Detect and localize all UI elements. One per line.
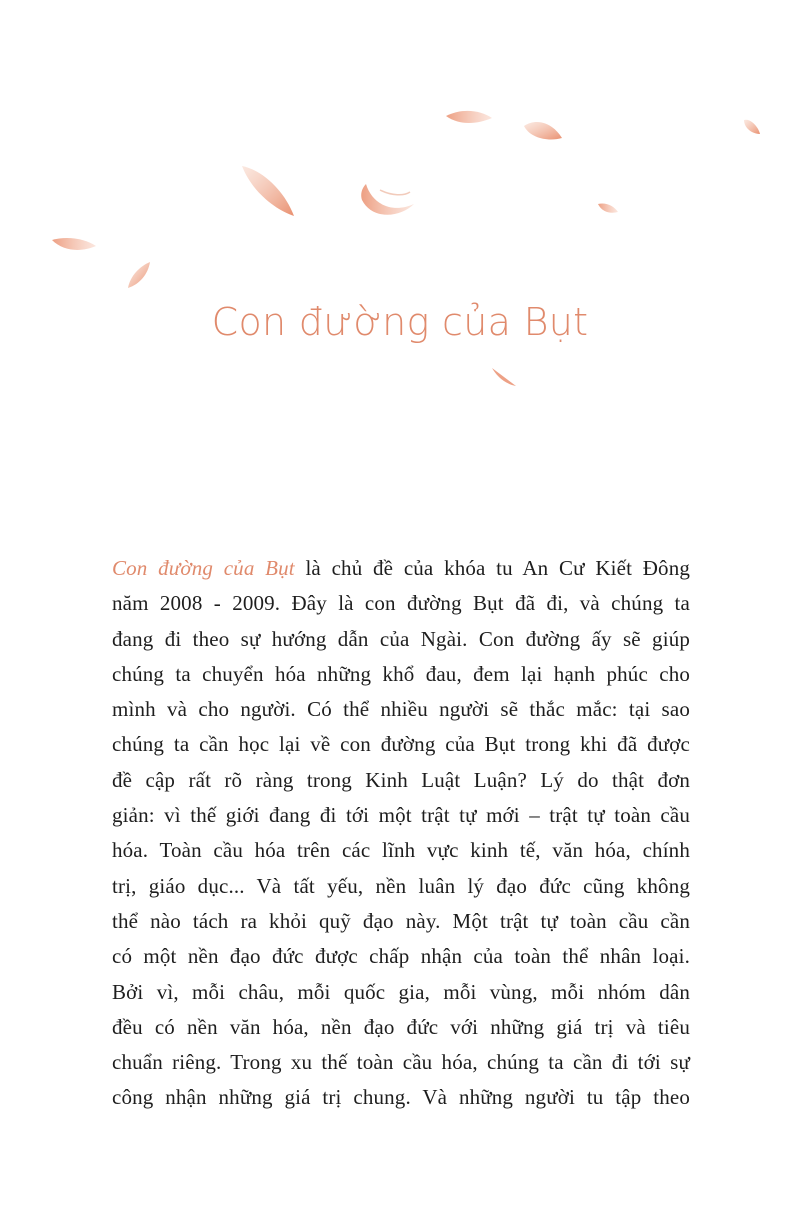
- petal-icon: [242, 166, 294, 216]
- petal-icon: [361, 184, 414, 215]
- petal-icon: [380, 190, 410, 195]
- petal-icon: [492, 368, 516, 386]
- paragraph-line: chuẩn riêng. Trong xu thế toàn cầu hóa, chúng ta cần đi tới sự: [112, 1050, 690, 1075]
- paragraph-line: chúng ta cần học lại về con đường của Bụt trong khi đã được: [112, 732, 690, 757]
- paragraph-line: Bởi vì, mỗi châu, mỗi quốc gia, mỗi vùng, mỗi nhóm dân: [112, 979, 690, 1004]
- petal-icon: [128, 262, 150, 288]
- paragraph-line: [112, 551, 690, 586]
- falling-petals-illustration: [0, 0, 800, 420]
- petal-icon: [598, 203, 618, 212]
- paragraph-line: công nhận những giá trị chung. Và những người tu tập theo: [112, 1085, 690, 1110]
- paragraph-line: năm 2008 - 2009. Đây là con đường Bụt đã đi, và chúng ta: [112, 591, 690, 616]
- paragraph-line: thể nào tách ra khỏi quỹ đạo này. Một trật tự toàn cầu cần: [112, 908, 690, 933]
- paragraph-line: trị, giáo dục... Và tất yếu, nền luân lý đạo đức cũng không: [112, 873, 690, 898]
- petal-icon: [744, 120, 760, 134]
- chapter-body-paragraph: [112, 551, 690, 1116]
- paragraph-line: đều có nền văn hóa, nền đạo đức với những giá trị và tiêu: [112, 1014, 690, 1039]
- petal-icon: [52, 238, 96, 250]
- petal-icon: [446, 111, 492, 123]
- paragraph-line-text: là chủ đề của khóa tu An Cư Kiết Đông: [294, 556, 691, 580]
- petal-icon: [524, 122, 562, 140]
- paragraph-line: đề cập rất rõ ràng trong Kinh Luật Luận? Lý do thật đơn: [112, 767, 690, 792]
- paragraph-line: đang đi theo sự hướng dẫn của Ngài. Con đường ấy sẽ giúp: [112, 626, 690, 651]
- paragraph-line: chúng ta chuyển hóa những khổ đau, đem lại hạnh phúc cho: [112, 661, 690, 686]
- book-title-reference: Con đường của Bụt: [112, 556, 295, 580]
- paragraph-line: có một nền đạo đức được chấp nhận của toàn thể nhân loại.: [112, 944, 690, 969]
- paragraph-line: hóa. Toàn cầu hóa trên các lĩnh vực kinh tế, văn hóa, chính: [112, 838, 690, 863]
- paragraph-line: giản: vì thế giới đang đi tới một trật tự mới – trật tự toàn cầu: [112, 803, 690, 828]
- chapter-title: Con đường của Bụt: [211, 300, 589, 344]
- paragraph-line: mình và cho người. Có thể nhiều người sẽ thắc mắc: tại sao: [112, 697, 690, 722]
